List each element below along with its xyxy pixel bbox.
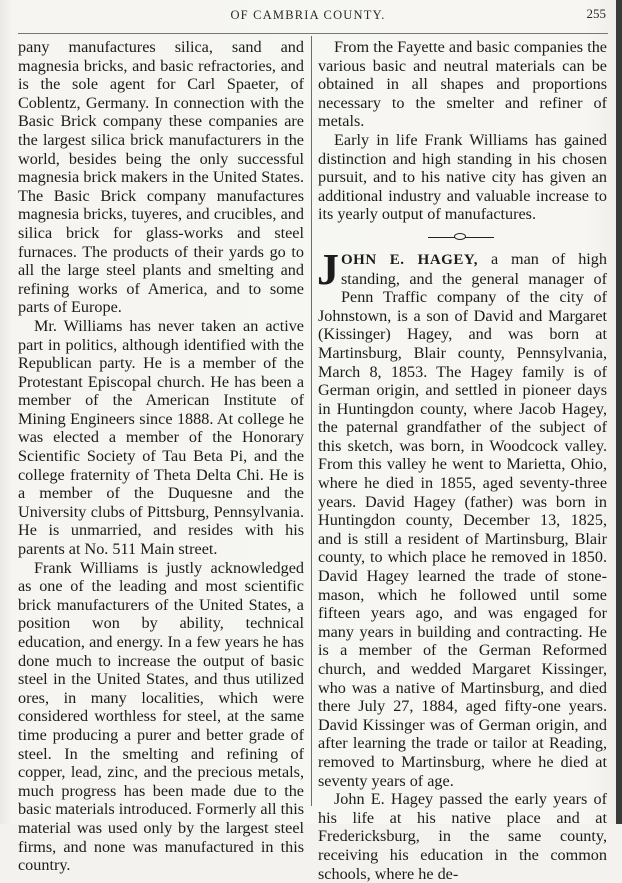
separator-ornament-icon xyxy=(454,233,466,240)
biography-text: a man of high standing, and the general manager of Penn Traffic company of the city of Johnstown, is a son of David and Margaret (Kissinger) Hagey, and was born at Martinsburg, Blair county, Pennsylvania, March 8, 1853. The Hagey family is of German origin, and settled in pioneer days in Huntingdon county, where Jacob Hagey, the paternal grandfather of the subject of this sketch, was born, in Woodcock valley. From this valley he went to Marietta, Ohio, where he died in 1855, aged seventy-three years. David Hagey (father) was born in Huntingdon county, December 13, 1825, and is still a resident of Martinsburg, Blair county, to which place he removed in 1850. David Hagey learned the trade of stone-mason, which he followed until some fifteen years ago, and was engaged for many years in building and contracting. He is a member of the German Reformed church, and wedded Margaret Kissinger, who was a native of Martinsburg, and died there July 27, 1884, aged fifty-one years. David Kissinger was of German origin, and after learning the trade or tailor at Reading, removed to Martinsburg, where he died at seventy years of age. xyxy=(318,249,607,790)
column-divider xyxy=(311,36,312,806)
page-number: 255 xyxy=(586,6,606,21)
paragraph: Frank Williams is justly acknowledged as one of the leading and most scientific brick manufacturers of the United States, a position won by ability, technical education, and energy. In a few years he has done much to increase the output of basic steel in the United States, and thus utilized ores, in many localities, which were considered worthless for steel, at the same time producing a purer and better grade of steel. In the smelting and refining of copper, lead, zinc, and the precious metals, much progress has been made due to the basic materials introduced. Formerly all this material was used only by the largest steel firms, and none was manufactured in this country. xyxy=(18,558,304,875)
biography-paragraph xyxy=(317,244,607,790)
paragraph: From the Fayette and basic companies the various basic and neutral materials can be obtained in all shapes and proportions necessary to the smelter and refiner of metals. xyxy=(318,38,607,131)
paragraph: pany manufactures silica, sand and magnesia bricks, and basic refractories, and is the sole agent for Carl Spaeter, of Coblentz, Germany. In connection with the Basic Brick company these companies are the largest silica brick manufacturers in the world, besides being the only successful magnesia brick makers in the United States. The Basic Brick company manufactures magnesia bricks, tuyeres, and crucibles, and silica brick for glass-works and steel furnaces. The products of their yards go to all the large steel plants and smelting and refining works of America, and to some parts of Europe. xyxy=(18,38,304,317)
paragraph: Early in life Frank Williams has gained distinction and high standing in his chosen pursuit, and to his native city has given an additional industry and valuable increase to its yearly output of manufactures. xyxy=(318,130,607,224)
drop-cap: J xyxy=(317,244,339,294)
paragraph: John E. Hagey passed the early years of his life at his native place and at Fredericksburg, in the same county, receiving his education in the common schools, where he de- xyxy=(318,790,607,883)
paragraph: Mr. Williams has never taken an active part in politics, although identified with the Republican party. He is a member of the Protestant Episcopal church. He has been a member of the American Institute of Mining Engineers since 1888. At college he was elected a member of the Honorary Scientific Society of Tau Beta Pi, and the college fraternity of Theta Delta Chi. He is a member of the Duquesne and the University clubs of Pittsburg, Pennsylvania. He is unmarried, and resides with his parents at No. 511 Main street. xyxy=(18,316,304,559)
ornamental-rule-icon xyxy=(318,228,607,248)
left-column xyxy=(18,38,304,875)
right-column xyxy=(318,38,607,883)
subject-name: OHN E. HAGEY, xyxy=(341,251,479,268)
page-edge-border xyxy=(616,0,622,824)
page-header xyxy=(0,6,616,26)
header-rule xyxy=(18,33,608,34)
running-head: OF CAMBRIA COUNTY. xyxy=(230,8,386,22)
